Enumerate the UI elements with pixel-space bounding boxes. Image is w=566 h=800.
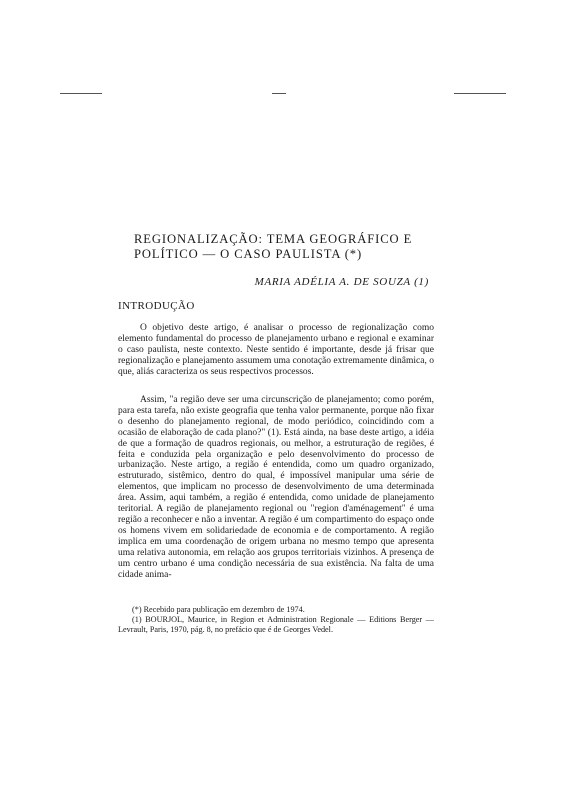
article-title: [134, 232, 434, 262]
footnotes: [118, 605, 434, 635]
author-byline: MARIA ADÉLIA A. DE SOUZA (1): [254, 276, 429, 288]
header-rule-right: [454, 93, 506, 94]
section-heading: INTRODUÇÃO: [118, 300, 195, 312]
header-rule-middle: [272, 93, 286, 94]
header-rule-left: [60, 93, 102, 94]
footnote: (1) BOURJOL, Maurice, in Region et Administration Regionale — Editions Berger — Levrault, Paris, 1970, pág. 8, no prefácio que é de Georges Vedel.: [118, 615, 434, 634]
footnote: (*) Recebido para publicação em dezembro de 1974.: [132, 605, 305, 614]
body-paragraph: O objetivo deste artigo, é analisar o processo de regionalização como elemento fundamental do processo de planejamento urbano e regional e examinar o caso paulista, neste contexto. Neste sentido é importante, desde já frisar que regionalização e planejamento assumem uma conotação extremamente dinâmica, o que, aliás caracteriza os seus respectivos processos.: [118, 323, 434, 377]
title-line-1: REGIONALIZAÇÃO: TEMA GEOGRÁFICO E: [134, 232, 413, 246]
body-paragraph: Assim, "a região deve ser uma circunscrição de planejamento; como porém, para esta tarefa, não existe geografia que tenha valor permanente, porque não fixar o desenho do planejamento regional, de modo periódico, coincidindo com a ocasião de elaboração de cada plano?" (1). Está ainda, na base deste artigo, a idéia de que a formação de quadros regionais, ou melhor, a estruturação de regiões, é feita e conduzida pela organização e pelo desenvolvimento do processo de urbanização. Neste artigo, a região é entendida, como um quadro organizado, estruturado, sistêmico, dentro do qual, é impossível manipular uma série de elementos, que implicam no processo de desenvolvimento de uma determinada área. Assim, aqui também, a região é entendida, como unidade de planejamento teritorial. A região de planejamento regional ou "region d'aménagement" é uma região a reconhecer e não a inventar. A região é um compartimento do espaço onde os homens vivem em solidariedade de economia e de comportamento. A região implica em uma coordenação de origem urbana no mesmo tempo que apresenta uma relativa autonomia, em relação aos grupos territoriais vizinhos. A presença de um centro urbano é uma condição necessária de sua existência. Na falta de uma cidade anima-: [118, 395, 434, 580]
title-line-2: POLÍTICO — O CASO PAULISTA (*): [134, 247, 363, 261]
